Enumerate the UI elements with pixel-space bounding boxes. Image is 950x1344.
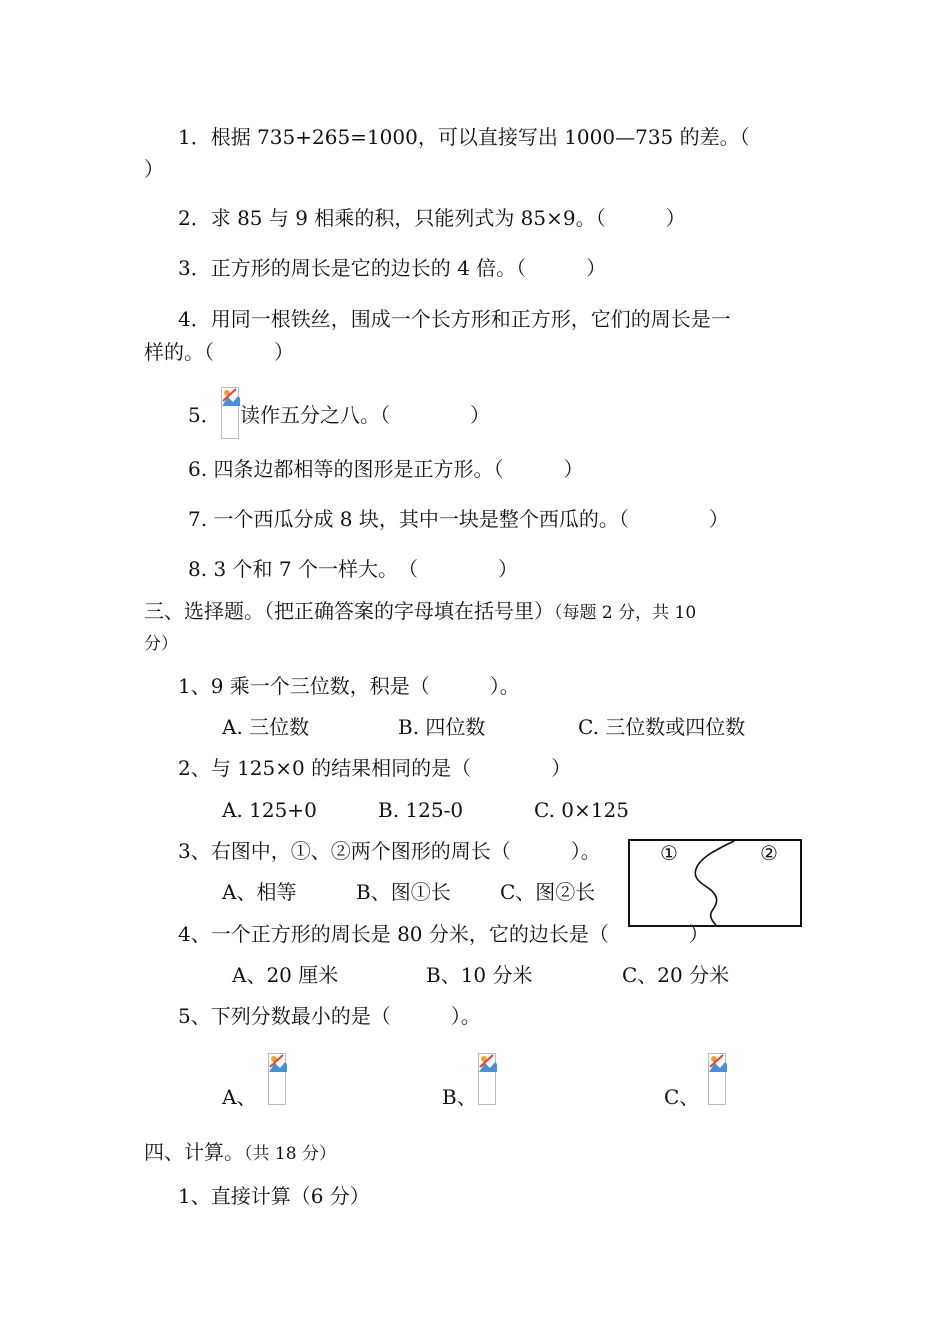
section-4-score: （共 18 分）: [244, 1144, 336, 1164]
mc-q1-option-c: C. 三位数或四位数: [578, 715, 746, 739]
section-3-title: [144, 599, 696, 625]
broken-image-icon: [269, 1054, 287, 1074]
fraction-image-placeholder: [221, 387, 239, 439]
tf-question-5-number: 5．: [188, 403, 221, 427]
section-4-heading: 四、计算。: [144, 1140, 244, 1164]
tf-question-7: 7. 一个西瓜分成 8 块，其中一块是整个西瓜的。（ ）: [188, 507, 729, 531]
mc-q4-option-a: A、20 厘米: [232, 963, 339, 987]
mc-q3-option-b: B、图①长: [356, 880, 451, 904]
tf-question-3: 3．正方形的周长是它的边长的 4 倍。（ ）: [178, 256, 607, 280]
mc-question-1: 1、9 乘一个三位数，积是（ ）。: [178, 674, 520, 698]
fraction-b-image-placeholder: [478, 1053, 496, 1105]
section-3-score: （每题 2 分，共 10: [554, 603, 697, 623]
tf-question-5-text: 读作五分之八。（ ）: [240, 403, 490, 427]
mc-question-5: 5、下列分数最小的是（ ）。: [178, 1004, 481, 1028]
mc-q2-option-b: B. 125-0: [378, 798, 464, 822]
fraction-c-image-placeholder: [708, 1053, 726, 1105]
mc-q2-option-c: C. 0×125: [534, 798, 629, 822]
tf-question-2: 2．求 85 与 9 相乘的积，只能列式为 85×9。（ ）: [178, 206, 686, 230]
section-3-score-cont: 分）: [144, 634, 178, 654]
mc-q1-option-a: A. 三位数: [222, 715, 310, 739]
region-1-label: ①: [660, 841, 678, 865]
broken-image-icon: [709, 1054, 727, 1074]
tf-question-1-line-1: 1．根据 735+265=1000，可以直接写出 1000—735 的差。（: [178, 125, 750, 149]
perimeter-figure: [628, 839, 802, 927]
broken-image-icon: [479, 1054, 497, 1074]
mc-q1-option-b: B. 四位数: [398, 715, 486, 739]
mc-q4-option-b: B、10 分米: [426, 963, 533, 987]
section-4-subtitle-1: 1、直接计算（6 分）: [178, 1184, 370, 1208]
mc-question-4: 4、一个正方形的周长是 80 分米，它的边长是（ ）: [178, 922, 709, 946]
tf-question-4-line-1: 4．用同一根铁丝，围成一个长方形和正方形，它们的周长是一: [178, 307, 731, 331]
mc-q5-option-c: C、: [664, 1085, 700, 1109]
mc-q3-option-c: C、图②长: [500, 880, 596, 904]
section-3-heading: 三、选择题。（把正确答案的字母填在括号里）: [144, 599, 554, 623]
tf-question-4-line-2: 样的。（ ）: [144, 340, 294, 364]
tf-question-1-line-2: ）: [144, 157, 164, 181]
fraction-a-image-placeholder: [268, 1053, 286, 1105]
mc-q2-option-a: A. 125+0: [222, 798, 317, 822]
section-4-title: [144, 1140, 336, 1166]
tf-question-8: 8. 3 个和 7 个一样大。 （ ）: [188, 557, 518, 581]
broken-image-icon: [222, 388, 240, 408]
mc-question-3: 3、右图中，①、②两个图形的周长（ ）。: [178, 839, 601, 863]
mc-question-2: 2、与 125×0 的结果相同的是（ ）: [178, 756, 572, 780]
mc-q5-option-b: B、: [442, 1085, 477, 1109]
mc-q4-option-c: C、20 分米: [622, 963, 730, 987]
region-2-label: ②: [760, 841, 778, 865]
tf-question-6: 6. 四条边都相等的图形是正方形。（ ）: [188, 457, 584, 481]
mc-q3-option-a: A、相等: [222, 880, 297, 904]
mc-q5-option-a: A、: [222, 1085, 257, 1109]
